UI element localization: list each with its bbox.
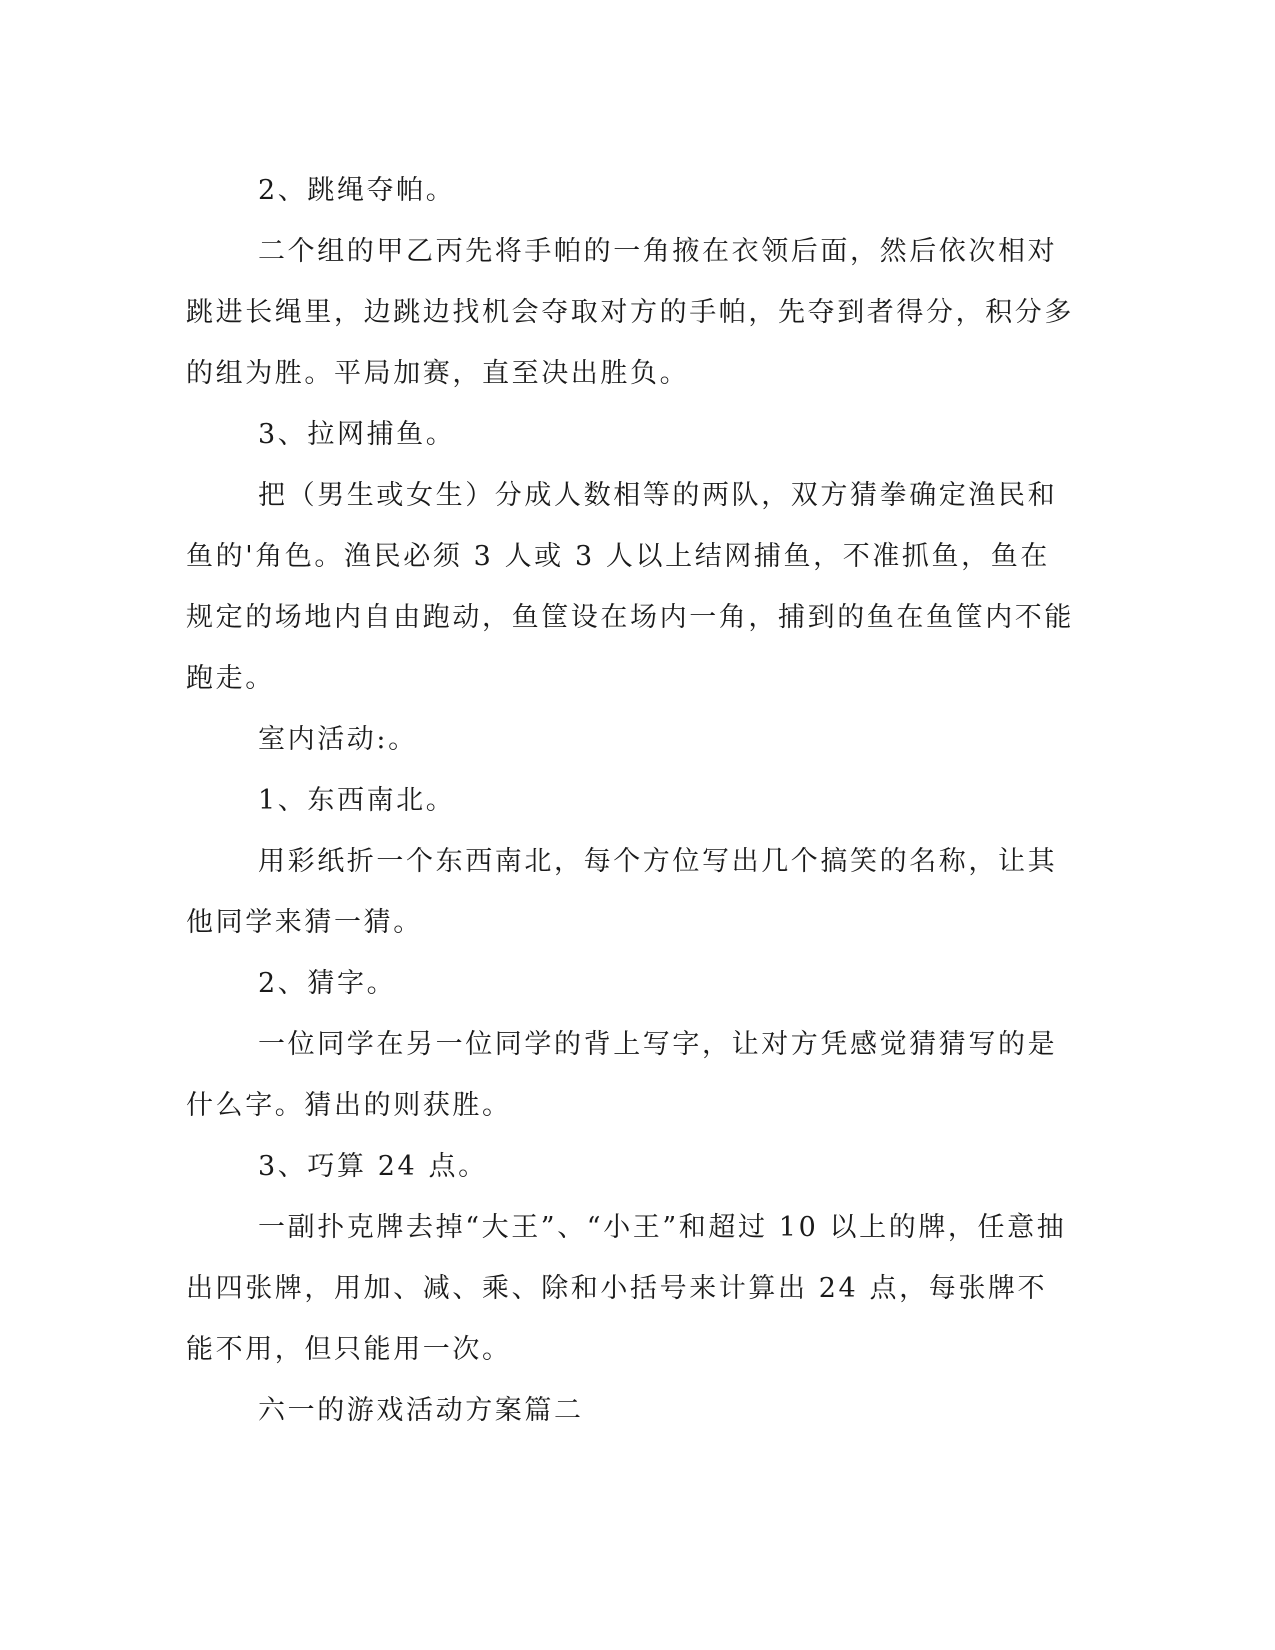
section-heading-24-points: 3、巧算 24 点。 <box>258 1151 488 1182</box>
document-page <box>186 160 1076 1441</box>
paragraph-guess-character-rules: 一位同学在另一位同学的背上写字，让对方凭感觉猜猜写的是什么字。猜出的则获胜。 <box>186 1029 1058 1121</box>
paragraph-24-points-rules: 一副扑克牌去掉“大王”、“小王”和超过 10 以上的牌，任意抽出四张牌，用加、减、乘、除和小括号来计算出 24 点，每张牌不能不用，但只能用一次。 <box>186 1212 1067 1365</box>
section-heading-jump-rope: 2、跳绳夺帕。 <box>258 175 456 206</box>
section-heading-net-fishing: 3、拉网捕鱼。 <box>258 419 456 450</box>
paragraph-jump-rope-rules: 二个组的甲乙丙先将手帕的一角掖在衣领后面，然后依次相对跳进长绳里，边跳边找机会夺取对方的手帕，先夺到者得分，积分多的组为胜。平局加赛，直至决出胜负。 <box>186 236 1074 389</box>
paragraph-cootie-catcher-rules: 用彩纸折一个东西南北，每个方位写出几个搞笑的名称，让其他同学来猜一猜。 <box>186 846 1058 938</box>
section-heading-indoor-activities: 室内活动:。 <box>258 724 418 755</box>
paragraph-net-fishing-rules: 把（男生或女生）分成人数相等的两队，双方猜拳确定渔民和鱼的'角色。渔民必须 3 人或 3 人以上结网捕鱼，不准抓鱼，鱼在规定的场地内自由跑动，鱼筐设在场内一角，捕到的鱼在鱼筐内不能跑走。 <box>186 480 1074 694</box>
section-heading-cootie-catcher: 1、东西南北。 <box>258 785 456 816</box>
section-heading-guess-character: 2、猜字。 <box>258 968 397 999</box>
section-heading-plan-two: 六一的游戏活动方案篇二 <box>258 1395 584 1426</box>
